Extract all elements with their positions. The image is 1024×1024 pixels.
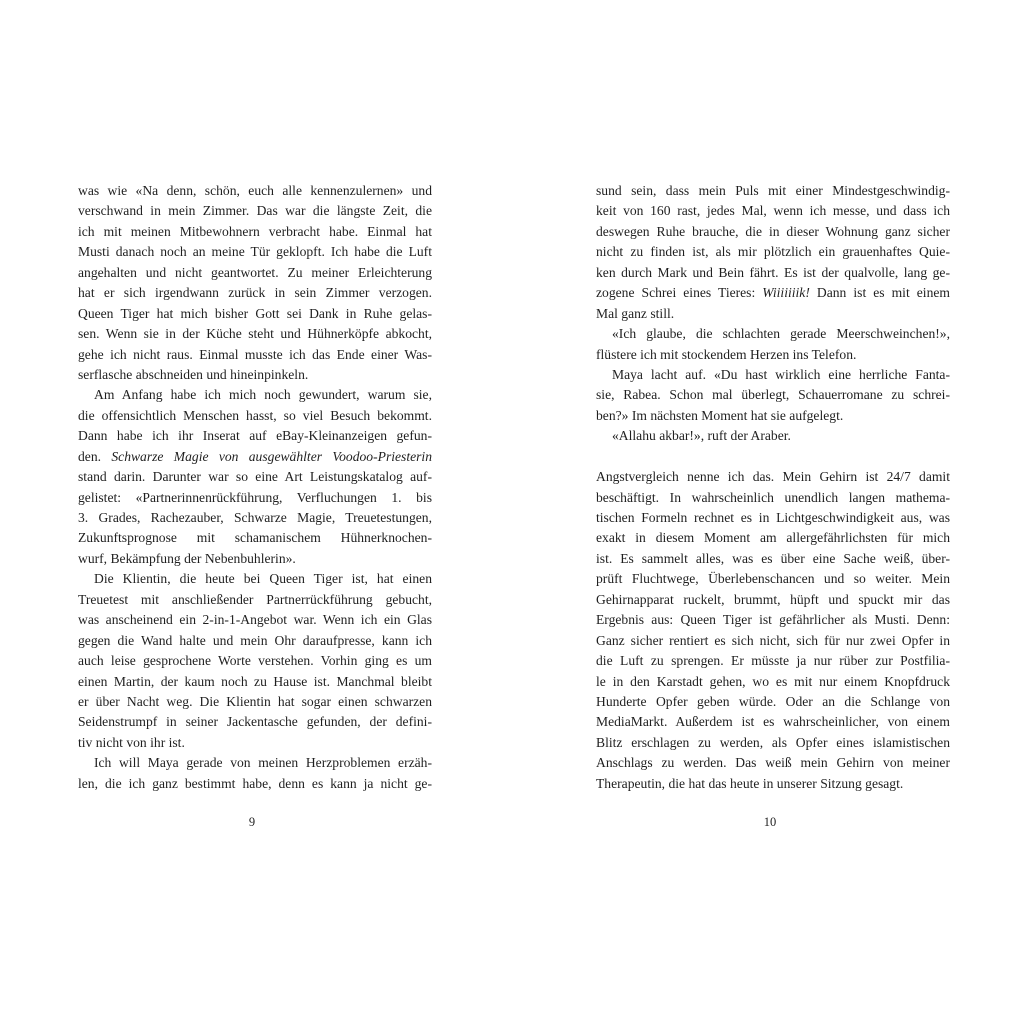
- text-line: [78, 753, 432, 773]
- line-text: die offensichtlich Menschen hasst, so viel Besuch bekommt.: [78, 407, 432, 423]
- italic-text: Schwarze Magie von ausgewählter Voodoo-Priesterin: [111, 448, 433, 464]
- line-text: «Allahu akbar!», ruft der Araber.: [612, 428, 791, 444]
- text-line: [596, 753, 950, 773]
- text-line: [78, 385, 432, 405]
- line-text: MediaMarkt. Außerdem ist es wahrscheinlicher, von einem: [596, 714, 950, 730]
- line-text: gelistet: «Partnerinnenrückführung, Verfluchungen 1. bis: [78, 489, 432, 505]
- line-text: Maya lacht auf. «Du hast wirklich eine herrliche Fanta-: [612, 366, 950, 382]
- text-line: [78, 304, 432, 324]
- text-line: [596, 712, 950, 732]
- line-text: Blitz erschlagen zu werden, als Opfer eines islamistischen: [596, 734, 950, 750]
- text-line: [78, 181, 432, 201]
- text-line: [78, 365, 432, 385]
- text-line: [78, 242, 432, 262]
- line-text: Queen Tiger hat mich bisher Gott sei Dank in Ruhe gelas-: [78, 305, 432, 321]
- text-line: [596, 590, 950, 610]
- text-line: [78, 569, 432, 589]
- text-line: [596, 304, 950, 324]
- text-line: [596, 324, 950, 344]
- line-text: Am Anfang habe ich mich noch gewundert, warum sie,: [94, 387, 432, 403]
- line-text: 3. Grades, Rachezauber, Schwarze Magie, Treuetestungen,: [78, 510, 432, 525]
- line-text: prüft Fluchtwege, Überlebenschancen und so weiter. Mein: [596, 571, 950, 587]
- text-line: [78, 774, 432, 794]
- section-break: [596, 447, 950, 467]
- text-line: [596, 385, 950, 405]
- text-line: [596, 528, 950, 548]
- right-page-number: 10: [763, 815, 777, 829]
- text-line: [596, 774, 950, 794]
- line-text: sie, Rabea. Schon mal überlegt, Schauerromane zu schrei-: [596, 387, 950, 403]
- line-text: er über Nacht weg. Die Klientin hat sogar einen schwarzen: [78, 693, 432, 709]
- line-text: tiv nicht von ihr ist.: [78, 734, 185, 750]
- text-line: [78, 631, 432, 651]
- text-line: [78, 508, 432, 528]
- text-line: [596, 426, 950, 446]
- line-text: Angstvergleich nenne ich das. Mein Gehirn ist 24/7 damit: [596, 469, 950, 485]
- text-line: [596, 569, 950, 589]
- text-line: [596, 283, 950, 303]
- text-line: [596, 508, 950, 528]
- text-line: [78, 528, 432, 548]
- line-text: serflasche abschneiden und hineinpinkeln.: [78, 366, 309, 382]
- text-line: [78, 406, 432, 426]
- line-text: deswegen Ruhe brauche, die in dieser Wohnung ganz sicher: [596, 223, 950, 239]
- text-line: [596, 406, 950, 426]
- text-line: [78, 712, 432, 732]
- left-page-number: 9: [248, 815, 256, 829]
- line-text: was anscheinend ein 2-in-1-Angebot war. Wenn ich ein Glas: [78, 612, 432, 628]
- text-line: [78, 426, 432, 446]
- text-line: [78, 447, 432, 467]
- line-text: keit von 160 rast, jedes Mal, wenn ich messe, und dass ich: [596, 203, 950, 219]
- line-text: Musti danach noch an meine Tür geklopft. Ich habe die Luft: [78, 244, 432, 260]
- line-text: Ich will Maya gerade von meinen Herzproblemen erzäh-: [94, 755, 432, 771]
- line-text: einen Martin, der kaum noch zu Hause ist. Manchmal bleibt: [78, 673, 432, 689]
- line-text: le in den Karstadt gehen, wo es mit nur einem Knopfdruck: [596, 673, 950, 689]
- text-line: [596, 365, 950, 385]
- line-text: ich mit meinen Mitbewohnern verbracht habe. Einmal hat: [78, 223, 432, 239]
- line-text: Die Klientin, die heute bei Queen Tiger ist, hat einen: [94, 571, 432, 587]
- line-text: sund sein, dass mein Puls mit einer Mindestgeschwindig-: [596, 183, 950, 198]
- line-text: ist. Es sammelt alles, was es über eine Sache weiß, über-: [596, 550, 950, 566]
- line-text: beschäftigt. In wahrscheinlich unendlich langen mathema-: [596, 489, 950, 505]
- text-line: [78, 488, 432, 508]
- line-text: angehalten und nicht geantwortet. Zu meiner Erleichterung: [78, 264, 432, 280]
- line-text: zogene Schrei eines Tieres:: [596, 285, 756, 301]
- text-line: [596, 181, 950, 201]
- text-line: [78, 610, 432, 630]
- right-page: [596, 181, 950, 794]
- line-text: Seidenstrumpf in seiner Jackentasche gefunden, der defini-: [78, 714, 432, 730]
- line-text: len, die ich ganz bestimmt habe, denn es kann ja nicht ge-: [78, 775, 432, 791]
- text-line: [596, 549, 950, 569]
- text-line: [78, 692, 432, 712]
- line-text: Gehirnapparat ruckelt, brummt, hüpft und spuckt mir das: [596, 591, 950, 607]
- text-line: [78, 201, 432, 221]
- text-line: [596, 631, 950, 651]
- text-line: [596, 222, 950, 242]
- right-page-text: [596, 181, 950, 794]
- text-line: [596, 263, 950, 283]
- text-line: [596, 488, 950, 508]
- text-line: [596, 242, 950, 262]
- text-line: [78, 324, 432, 344]
- line-text: ken durch Mark und Bein fährt. Es ist der qualvolle, lang ge-: [596, 264, 950, 280]
- line-text: verschwand in mein Zimmer. Das war die längste Zeit, die: [78, 203, 432, 219]
- text-line: [596, 201, 950, 221]
- text-line: [596, 692, 950, 712]
- line-text: den.: [78, 448, 102, 464]
- text-line: [78, 672, 432, 692]
- text-line: [596, 467, 950, 487]
- text-line: [596, 651, 950, 671]
- text-line: [78, 467, 432, 487]
- line-text: sen. Wenn sie in der Küche steht und Hühnerköpfe abkocht,: [78, 326, 432, 342]
- text-line: [78, 283, 432, 303]
- text-line: [596, 672, 950, 692]
- left-page: [78, 181, 432, 794]
- line-text: Ergebnis aus: Queen Tiger ist gefährlicher als Musti. Denn:: [596, 612, 950, 628]
- text-line: [78, 549, 432, 569]
- left-page-text: [78, 181, 432, 794]
- text-line: [78, 733, 432, 753]
- line-text: tischen Formeln rechnet es in Lichtgeschwindigkeit aus, was: [596, 510, 950, 525]
- line-text: Ganz sicher rentiert es sich nicht, sich für nur zwei Opfer in: [596, 632, 950, 648]
- line-text: die Luft zu sprengen. Er müsste ja nur rüber zur Postfilia-: [596, 653, 950, 669]
- text-line: [78, 263, 432, 283]
- text-line: [78, 222, 432, 242]
- line-text: hat er sich irgendwann zurück in sein Zimmer verzogen.: [78, 285, 432, 301]
- line-text: Treuetest mit anschließender Partnerrückführung gebucht,: [78, 591, 432, 607]
- line-text: gehe ich nicht raus. Einmal musste ich das Ende einer Was-: [78, 346, 432, 362]
- line-text: Anschlags zu werden. Das weiß mein Gehirn von meiner: [596, 755, 950, 771]
- line-text: wurf, Bekämpfung der Nebenbuhlerin».: [78, 550, 296, 566]
- text-line: [596, 345, 950, 365]
- line-text: stand darin. Darunter war so eine Art Leistungskatalog auf-: [78, 469, 432, 485]
- line-text: was wie «Na denn, schön, euch alle kennenzulernen» und: [78, 183, 432, 198]
- line-text: Dann habe ich ihr Inserat auf eBay-Kleinanzeigen gefun-: [78, 428, 432, 444]
- line-text: auch leise gesprochene Worte verstehen. Vorhin ging es um: [78, 653, 432, 669]
- text-line: [78, 345, 432, 365]
- line-text: gegen die Wand halte und mein Ohr daraufpresse, kann ich: [78, 632, 432, 648]
- text-line: [596, 610, 950, 630]
- line-text: Therapeutin, die hat das heute in unserer Sitzung gesagt.: [596, 775, 904, 791]
- line-text: ben?» Im nächsten Moment hat sie aufgelegt.: [596, 407, 844, 423]
- text-line: [78, 590, 432, 610]
- line-text-continued: Dann ist es mit einem: [816, 285, 950, 301]
- italic-text: Wiiiiiiik!: [762, 285, 810, 301]
- line-text: «Ich glaube, die schlachten gerade Meerschweinchen!»,: [612, 326, 950, 342]
- line-text: Zukunftsprognose mit schamanischem Hühnerknochen-: [78, 530, 432, 546]
- line-text: flüstere ich mit stockendem Herzen ins Telefon.: [596, 346, 857, 362]
- line-text: Hunderte Opfer geben würde. Oder an die Schlange von: [596, 693, 950, 709]
- line-text: exakt in diesem Moment am allergefährlichsten für mich: [596, 530, 950, 546]
- line-text: Mal ganz still.: [596, 305, 675, 321]
- text-line: [596, 733, 950, 753]
- line-text: nicht zu finden ist, als mir plötzlich ein grauenhaftes Quie-: [596, 244, 950, 260]
- text-line: [78, 651, 432, 671]
